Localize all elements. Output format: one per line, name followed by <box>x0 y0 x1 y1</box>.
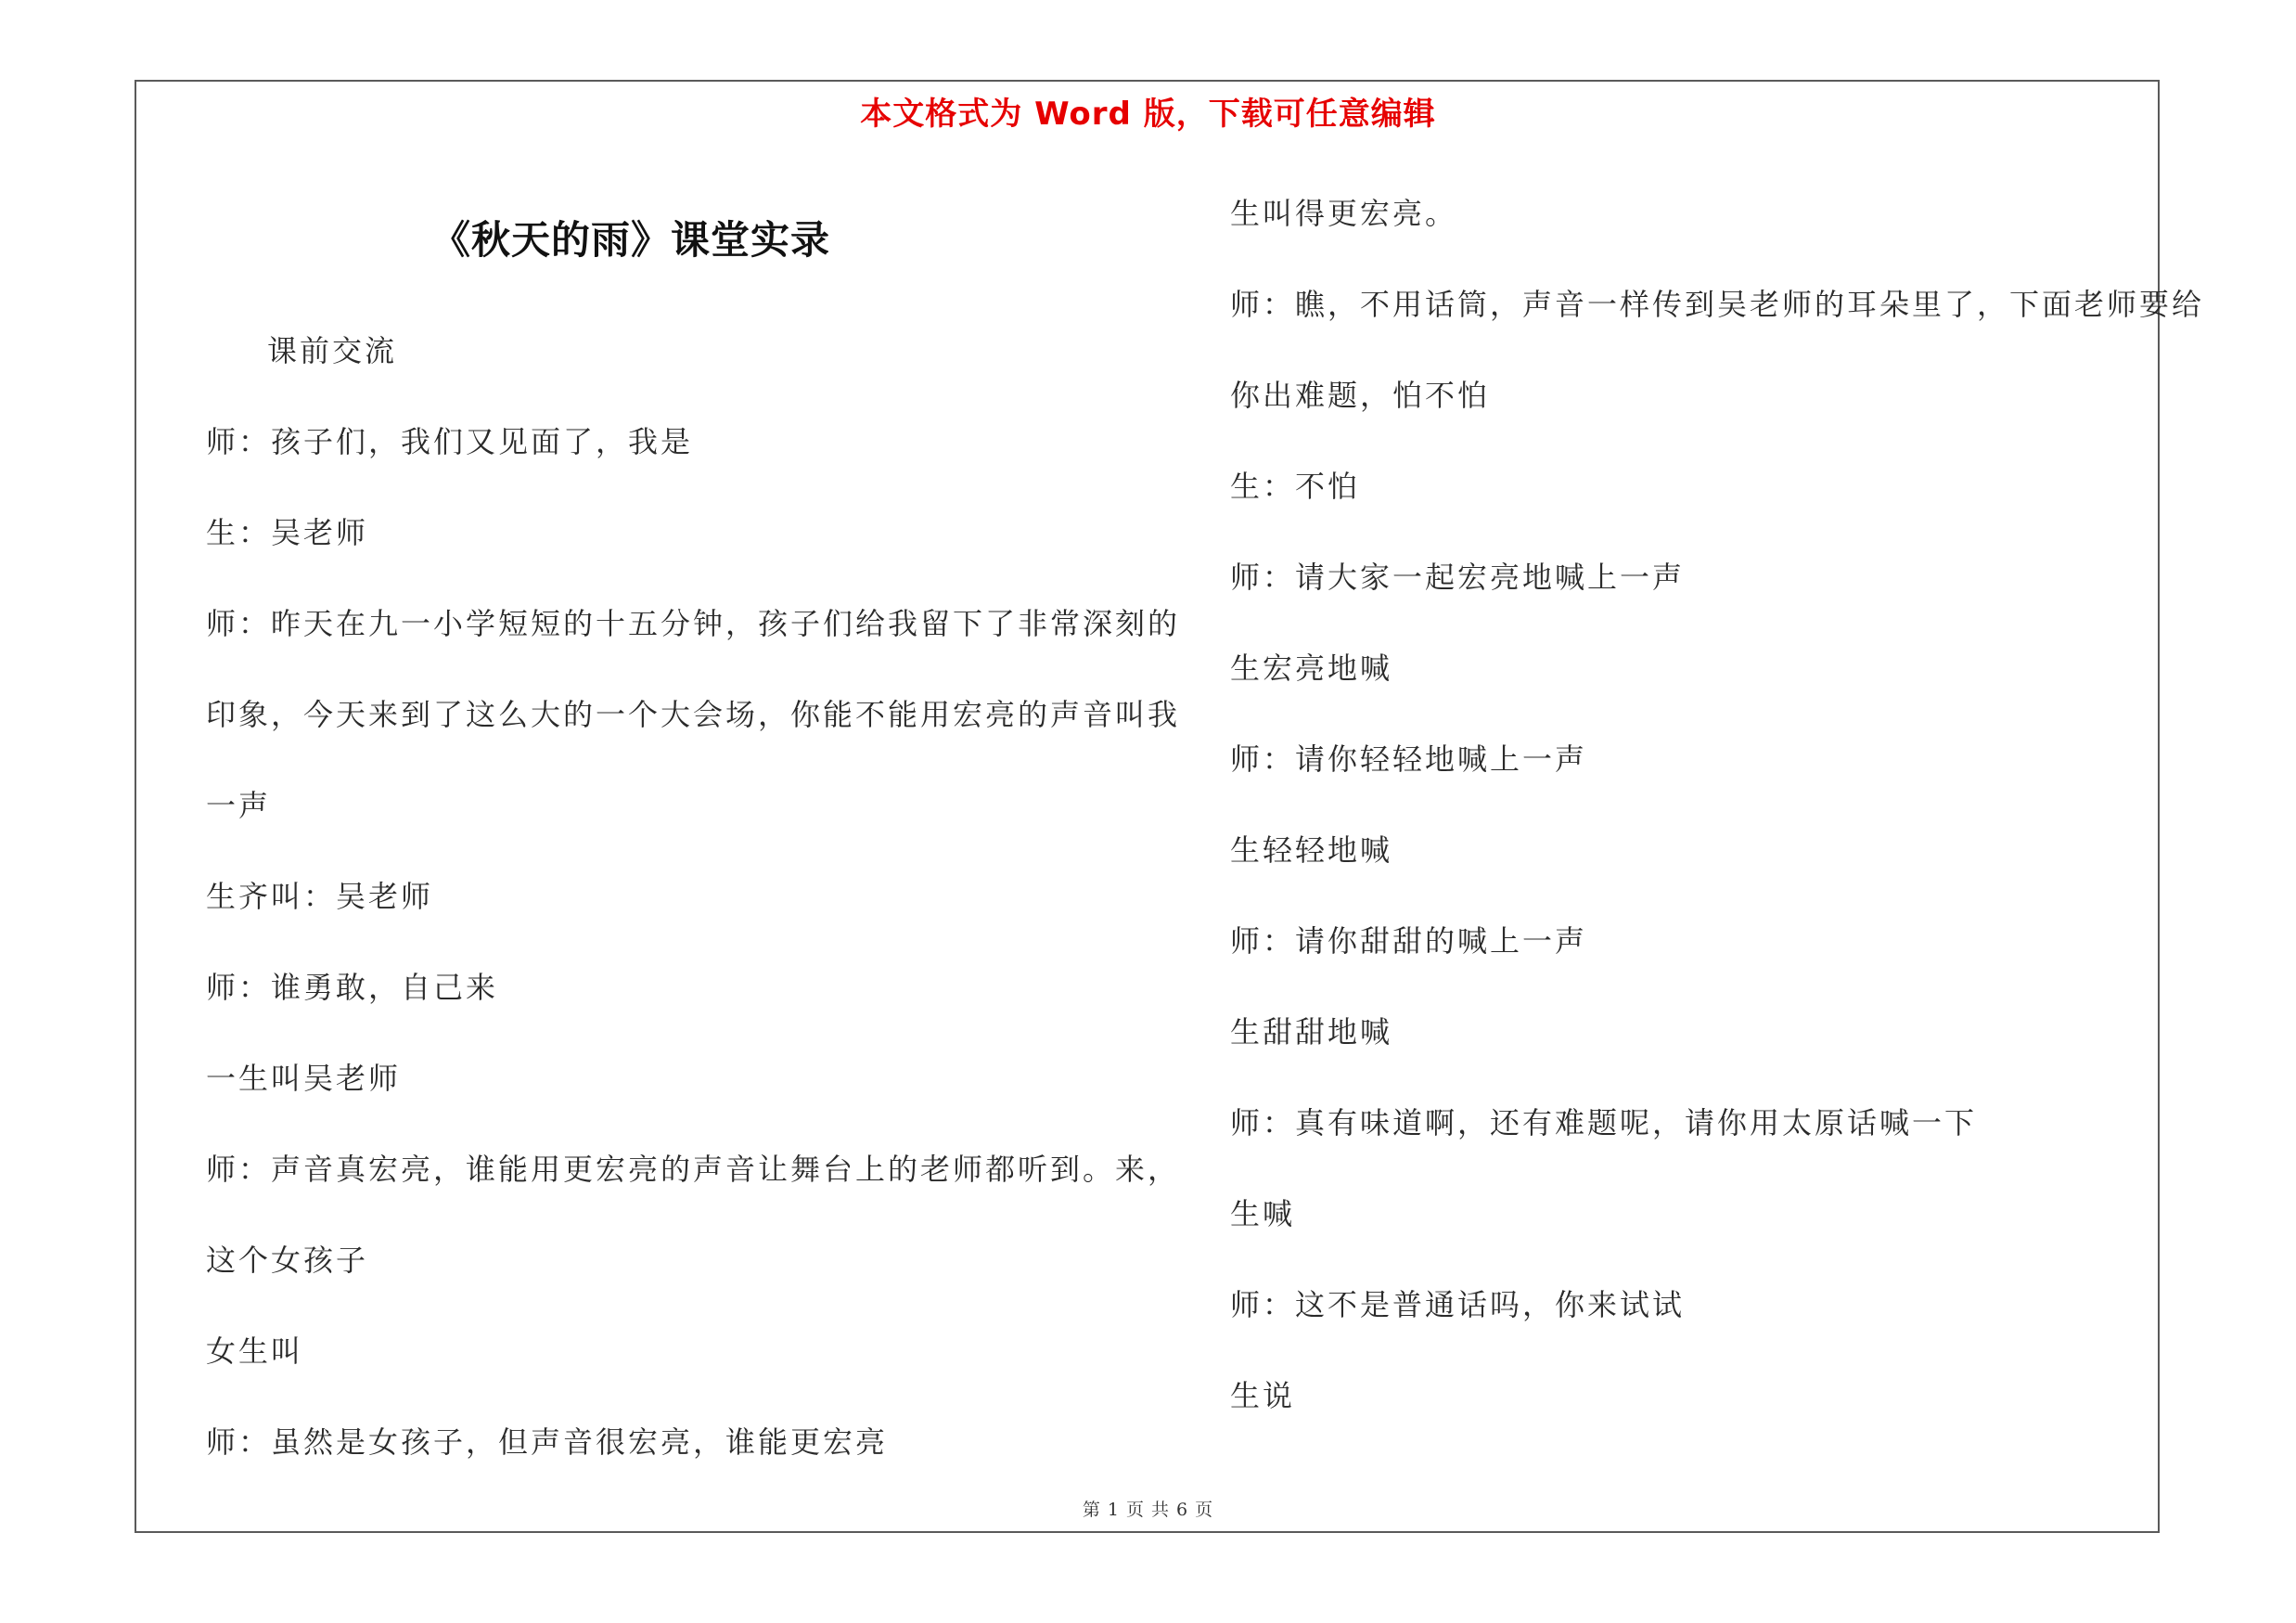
right-line: 生甜甜地喊 <box>1230 1014 1393 1050</box>
left-line: 师：孩子们，我们又见面了，我是 <box>206 424 694 459</box>
left-column <box>206 328 1181 1511</box>
left-line: 师：虽然是女孩子，但声音很宏亮，谁能更宏亮 <box>206 1424 889 1460</box>
right-line: 师：瞧，不用话筒，声音一样传到吴老师的耳朵里了，下面老师要给 <box>1230 287 2205 322</box>
page-number-footer: 第 1 页 共 6 页 <box>1082 1500 1214 1520</box>
word-format-banner: 本文格式为 Word 版，下载可任意编辑 <box>860 96 1436 133</box>
right-line: 生叫得更宏亮。 <box>1230 196 1458 231</box>
left-line: 生：吴老师 <box>206 515 369 550</box>
right-line: 生说 <box>1230 1378 1296 1413</box>
right-line: 生宏亮地喊 <box>1230 650 1393 686</box>
right-line: 师：请你甜甜的喊上一声 <box>1230 923 1588 959</box>
left-line: 印象，今天来到了这么大的一个大会场，你能不能用宏亮的声音叫我 <box>206 697 1181 732</box>
right-line: 生喊 <box>1230 1196 1296 1231</box>
left-line: 师：谁勇敢，自己来 <box>206 970 499 1005</box>
left-line: 师：昨天在九一小学短短的十五分钟，孩子们给我留下了非常深刻的 <box>206 606 1181 641</box>
left-line: 生齐叫：吴老师 <box>206 879 434 914</box>
left-line: 一声 <box>206 788 272 823</box>
left-line: 课前交流 <box>267 333 398 368</box>
document-title: 《秋天的雨》课堂实录 <box>431 217 831 263</box>
right-line: 你出难题，怕不怕 <box>1230 378 1491 413</box>
right-line: 师：这不是普通话吗，你来试试 <box>1230 1287 1686 1322</box>
left-line: 一生叫吴老师 <box>206 1061 402 1096</box>
right-line: 师：真有味道啊，还有难题呢，请你用太原话喊一下 <box>1230 1105 1978 1140</box>
right-line: 师：请大家一起宏亮地喊上一声 <box>1230 560 1686 595</box>
left-line: 师：声音真宏亮，谁能用更宏亮的声音让舞台上的老师都听到。来， <box>206 1152 1181 1187</box>
right-column <box>1230 191 2205 1464</box>
right-line: 生轻轻地喊 <box>1230 832 1393 868</box>
left-line: 这个女孩子 <box>206 1243 369 1278</box>
right-line: 生：不怕 <box>1230 469 1361 504</box>
right-line: 师：请你轻轻地喊上一声 <box>1230 741 1588 777</box>
left-line: 女生叫 <box>206 1333 304 1369</box>
